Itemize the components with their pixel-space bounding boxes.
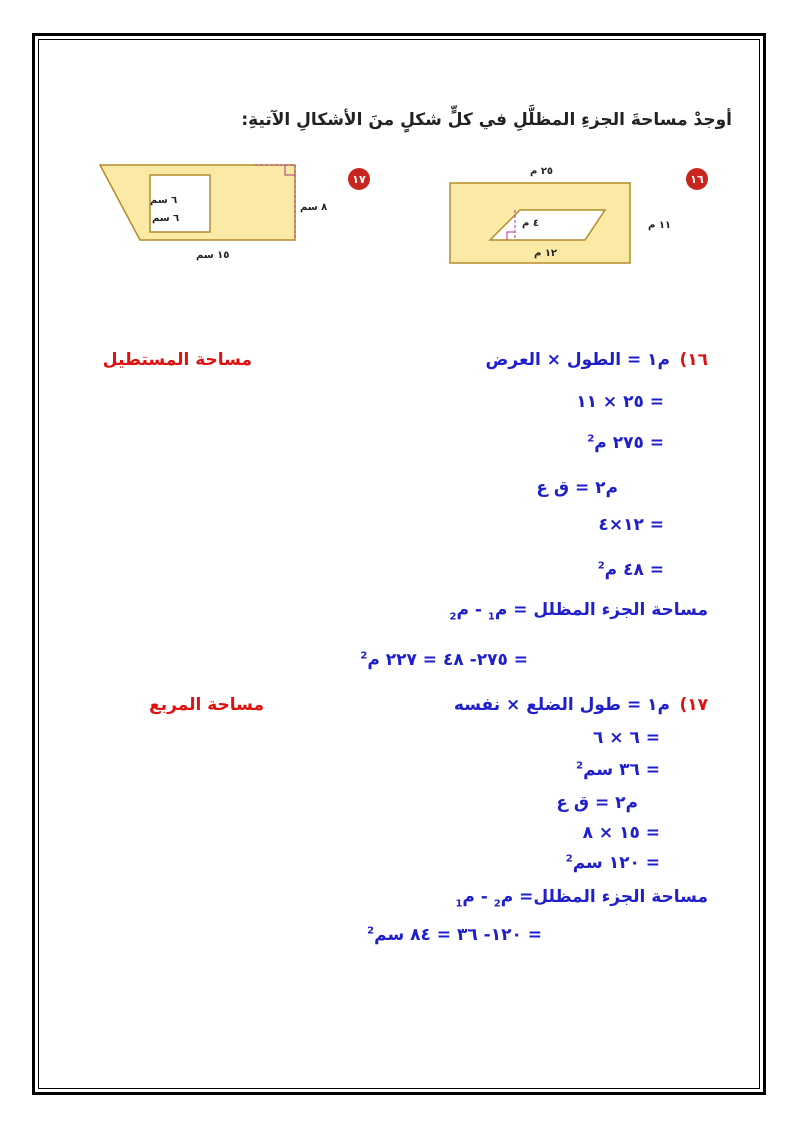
inner-label: ٤ م: [522, 218, 539, 229]
q16-line2: = ٢٥ × ١١: [576, 392, 664, 412]
exercise-badge-17: ١٧: [348, 168, 370, 190]
q16-line1: م١ = الطول × العرض: [485, 350, 670, 370]
q16-note: مساحة المستطيل: [102, 350, 252, 370]
side-label: ١١ م: [648, 220, 672, 231]
q17-line7: مساحة الجزء المظلل= م$_2$ - م$_1$: [455, 887, 708, 910]
q16-number: ١٦): [679, 350, 708, 370]
q17-line4: م٢ = ق ع: [556, 793, 638, 813]
square-top-label: ٦ سم: [150, 195, 178, 206]
bottom-label: ١٢ م: [534, 248, 558, 259]
q17-line3: = ٣٦ سم$^2$: [576, 760, 660, 780]
base-label: ١٥ سم: [196, 250, 230, 261]
q17-number: ١٧): [679, 695, 708, 715]
q17-line5: = ١٥ × ٨: [582, 823, 660, 843]
q16-line8-text: = ٢٧٥- ٤٨ = ٢٢٧ م: [367, 650, 528, 670]
height-label: ٨ سم: [300, 202, 328, 213]
square-bottom-label: ٦ سم: [152, 213, 180, 224]
q16-line3-text: = ٢٧٥ م: [594, 433, 664, 453]
q17-line3-text: = ٣٦ سم: [583, 760, 660, 780]
q16-line4: م٢ = ق ع: [536, 478, 618, 498]
top-label: ٢٥ م: [530, 166, 554, 177]
q16-line3: = ٢٧٥ م$^2$: [587, 433, 664, 453]
q17-note: مساحة المربع: [149, 695, 264, 715]
q17-line7-text: مساحة الجزء المظلل= م: [500, 887, 708, 907]
exercise-heading: أوجدْ مساحةَ الجزءِ المظلَّلِ في كلٍّ شكلٍ منَ الأشكالِ الآتيةِ:: [241, 110, 732, 130]
q16-line5: = ١٢×٤: [598, 515, 664, 535]
q17-line1: م١ = طول الضلع × نفسه: [453, 695, 670, 715]
q17-line8: = ١٢٠- ٣٦ = ٨٤ سم$^2$: [367, 925, 542, 945]
q17-line2: = ٦ × ٦: [592, 728, 660, 748]
q17-line6-text: = ١٢٠ سم: [572, 853, 660, 873]
q16-line6-text: = ٤٨ م: [604, 560, 664, 580]
q17-line6: = ١٢٠ سم$^2$: [565, 853, 660, 873]
q16-line8: = ٢٧٥- ٤٨ = ٢٢٧ م$^2$: [360, 650, 528, 670]
q16-line6: = ٤٨ م$^2$: [597, 560, 664, 580]
q16-line7-text: مساحة الجزء المظلل = م: [494, 600, 708, 620]
q16-line7: مساحة الجزء المظلل = م$_1$ - م$_2$: [449, 600, 708, 623]
q17-line8-text: = ١٢٠- ٣٦ = ٨٤ سم: [374, 925, 542, 945]
exercise-badge-16: ١٦: [686, 168, 708, 190]
